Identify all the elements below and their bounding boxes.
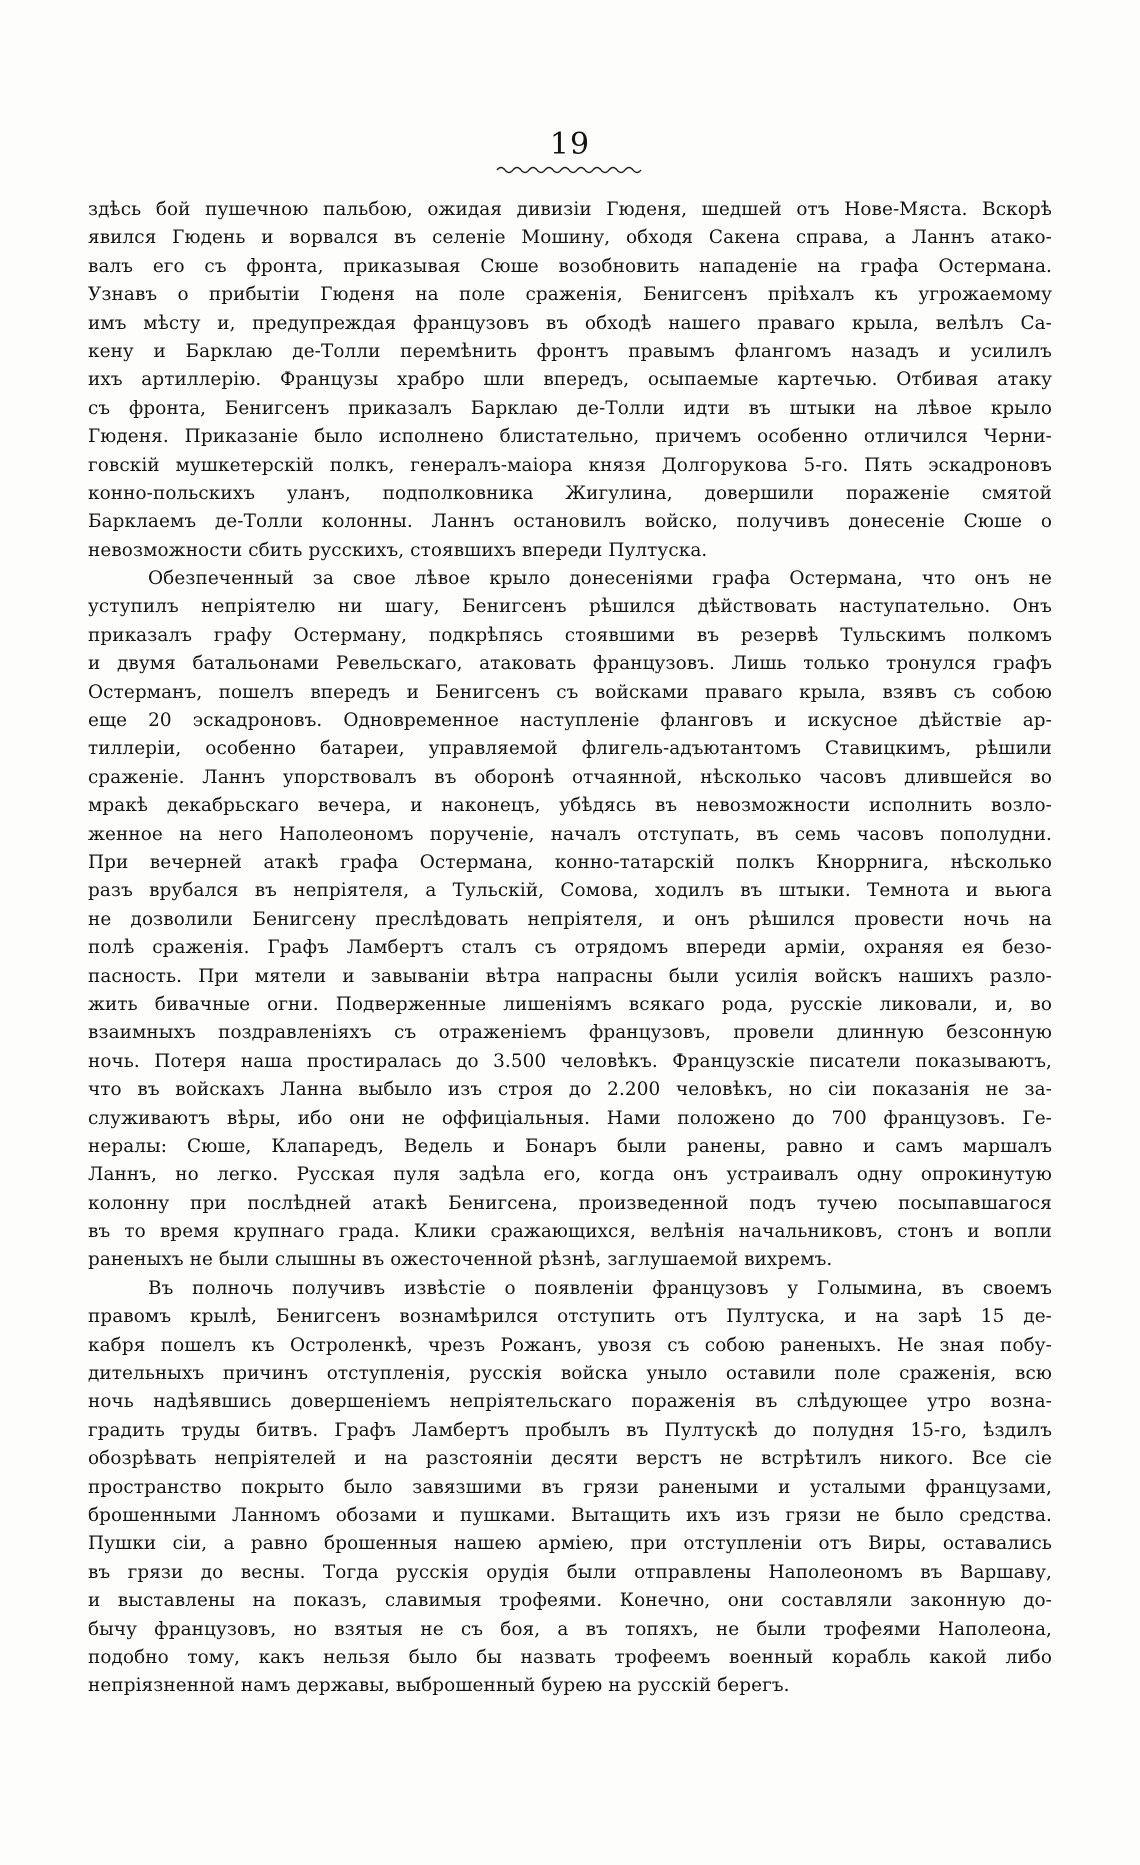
text-line: взаимныхъ поздравленіяхъ съ отраженіемъ французовъ, провели длинную безсонную xyxy=(88,1022,1052,1044)
text-line: пространство покрыто было завязшими въ грязи ранеными и усталыми французами, xyxy=(88,1476,1052,1498)
text-line: уступилъ непріятелю ни шагу, Бенигсенъ рѣшился дѣйствовать наступательно. Онъ xyxy=(88,596,1052,618)
text-line: подобно тому, какъ нельзя было бы назвать трофеемъ военный корабль какой либо xyxy=(88,1646,1052,1668)
paragraph xyxy=(88,196,1052,565)
text-line: невозможности сбить русскихъ, стоявшихъ впереди Пултуска. xyxy=(88,539,708,561)
text-line: градить труды битвъ. Графъ Ламбертъ пробылъ въ Пултускѣ до полудня 15-го, ѣздилъ xyxy=(88,1419,1052,1441)
text-line: конно-польскихъ уланъ, подполковника Жигулина, довершили пораженіе смятой xyxy=(88,482,1052,504)
body-text xyxy=(88,196,1052,1701)
text-line: полѣ сраженія. Графъ Ламбертъ сталъ съ отрядомъ впереди арміи, охраняя ея безо- xyxy=(88,937,1052,959)
text-line: кену и Барклаю де-Толли перемѣнить фронтъ правымъ флангомъ назадъ и усилилъ xyxy=(88,340,1052,362)
text-line: бычу французовъ, но взятыя не съ боя, а въ топяхъ, не были трофеями Наполеона, xyxy=(88,1618,1052,1640)
text-line: въ грязи до весны. Тогда русскія орудія были отправлены Наполеономъ въ Варшаву, xyxy=(88,1561,1052,1583)
text-line: говскій мушкетерскій полкъ, генералъ-маіора князя Долгорукова 5-го. Пять эскадроновъ xyxy=(88,454,1052,476)
text-line: имъ мѣсту и, предупреждая французовъ въ обходѣ нашего праваго крыла, велѣлъ Са- xyxy=(88,312,1052,334)
text-line: служиваютъ вѣры, ибо они не оффиціальныя. Нами положено до 700 французовъ. Ге- xyxy=(88,1107,1052,1129)
text-line: ночь. Потеря наша простиралась до 3.500 человѣкъ. Французскіе писатели показываютъ, xyxy=(88,1050,1052,1072)
text-line: дительныхъ причинъ отступленія, русскія войска уныло оставили поле сраженія, всю xyxy=(88,1363,1052,1385)
text-line: мракѣ декабрьскаго вечера, и наконецъ, убѣдясь въ невозможности исполнить возло- xyxy=(88,795,1052,817)
text-line: валъ его съ фронта, приказывая Сюше возобновить нападеніе на графа Остермана. xyxy=(88,255,1052,277)
page-header xyxy=(0,128,1140,176)
text-line: ночь надѣявшись довершеніемъ непріятельскаго пораженія въ слѣдующее утро возна- xyxy=(88,1391,1052,1413)
text-line: тиллеріи, особенно батареи, управляемой флигель-адъютантомъ Ставицкимъ, рѣшили xyxy=(88,738,1052,760)
text-line: Узнавъ о прибытіи Гюденя на поле сраженія, Бенигсенъ пріѣхалъ къ угрожаемому xyxy=(88,284,1052,306)
text-line: женное на него Наполеономъ порученіе, началъ отступать, въ семь часовъ пополудни. xyxy=(88,823,1052,845)
text-line: обозрѣвать непріятелей и на разстояніи десяти верстъ не встрѣтилъ никого. Все сіе xyxy=(88,1448,1052,1470)
wavy-rule-ornament xyxy=(495,164,645,176)
text-line: жить бивачные огни. Подверженные лишеніямъ всякаго рода, русскіе ликовали, и, во xyxy=(88,993,1052,1015)
text-line: колонну при послѣдней атакѣ Бенигсена, произведенной подъ тучею посыпавшагося xyxy=(88,1192,1052,1214)
text-line: Остерманъ, пошелъ впередъ и Бенигсенъ съ войсками праваго крыла, взявъ съ собою xyxy=(88,681,1052,703)
text-line: Обезпеченный за свое лѣвое крыло донесеніями графа Остермана, что онъ не xyxy=(148,568,1052,590)
text-line: При вечерней атакѣ графа Остермана, конно-татарскій полкъ Кноррнига, нѣсколько xyxy=(88,851,1052,873)
text-line: и выставлены на показъ, славимыя трофеями. Конечно, они составляли законную до- xyxy=(88,1590,1052,1612)
text-line: кабря пошелъ къ Остроленкѣ, чрезъ Рожанъ, увозя съ собою раненыхъ. Не зная побу- xyxy=(88,1334,1052,1356)
text-line: Въ полночь получивъ извѣстіе о появленіи французовъ у Голымина, въ своемъ xyxy=(148,1277,1052,1299)
text-line: и двумя батальонами Ревельскаго, атаковать французовъ. Лишь только тронулся графъ xyxy=(88,653,1052,675)
page-number: 19 xyxy=(549,127,591,162)
text-line: не дозволили Бенигсену преслѣдовать непріятеля, и онъ рѣшился провести ночь на xyxy=(88,908,1052,930)
text-line: ихъ артиллерію. Французы храбро шли впередъ, осыпаемые картечью. Отбивая атаку xyxy=(88,369,1052,391)
text-line: сраженіе. Ланнъ упорствовалъ въ оборонѣ отчаянной, нѣсколько часовъ длившейся во xyxy=(88,766,1052,788)
text-line: здѣсь бой пушечною пальбою, ожидая дивизіи Гюденя, шедшей отъ Нове-Мяста. Вскорѣ xyxy=(88,199,1052,220)
text-line: непріязненной намъ державы, выброшенный бурею на русскій берегъ. xyxy=(88,1675,790,1697)
text-line: съ фронта, Бенигсенъ приказалъ Барклаю де-Толли идти въ штыки на лѣвое крыло xyxy=(88,397,1052,419)
text-line: Пушки сіи, а равно брошенныя нашею арміею, при отступленіи отъ Виры, оставались xyxy=(88,1533,1052,1555)
text-line: нералы: Сюше, Клапаредъ, Ведель и Бонаръ были ранены, равно и самъ маршалъ xyxy=(88,1135,1052,1157)
text-line: правомъ крылѣ, Бенигсенъ вознамѣрился отступить отъ Пултуска, и на зарѣ 15 де- xyxy=(88,1306,1052,1328)
text-line: разъ врубался въ непріятеля, а Тульскій, Сомова, ходилъ въ штыки. Темнота и вьюга xyxy=(88,880,1052,902)
text-line: въ то время крупнаго града. Клики сражающихся, велѣнія начальниковъ, стонъ и вопли xyxy=(88,1221,1052,1243)
text-line: Барклаемъ де-Толли колонны. Ланнъ остановилъ войско, получивъ донесеніе Сюше о xyxy=(88,511,1052,533)
text-line: приказалъ графу Остерману, подкрѣпясь стоявшими въ резервѣ Тульскимъ полкомъ xyxy=(88,624,1052,646)
text-line: пасность. При мятели и завываніи вѣтра напрасны были усилія войскъ нашихъ разло- xyxy=(88,965,1052,987)
paragraph xyxy=(88,565,1052,1275)
text-line: Ланнъ, но легко. Русская пуля задѣла его, когда онъ устраивалъ одну опрокинутую xyxy=(88,1164,1052,1186)
text-line: что въ войскахъ Ланна выбыло изъ строя до 2.200 человѣкъ, но сіи показанія не за- xyxy=(88,1079,1052,1101)
text-line: раненыхъ не были слышны въ ожесточенной рѣзнѣ, заглушаемой вихремъ. xyxy=(88,1249,833,1271)
text-line: брошенными Ланномъ обозами и пушками. Вытащить ихъ изъ грязи не было средства. xyxy=(88,1504,1052,1526)
paragraph xyxy=(88,1275,1052,1701)
text-line: еще 20 эскадроновъ. Одновременное наступленіе фланговъ и искусное дѣйствіе ар- xyxy=(88,710,1052,732)
text-line: явился Гюдень и ворвался въ селеніе Мошину, обходя Сакена справа, а Ланнъ атако- xyxy=(88,227,1052,249)
text-line: Гюденя. Приказаніе было исполнено блистательно, причемъ особенно отличился Черни- xyxy=(88,426,1052,448)
